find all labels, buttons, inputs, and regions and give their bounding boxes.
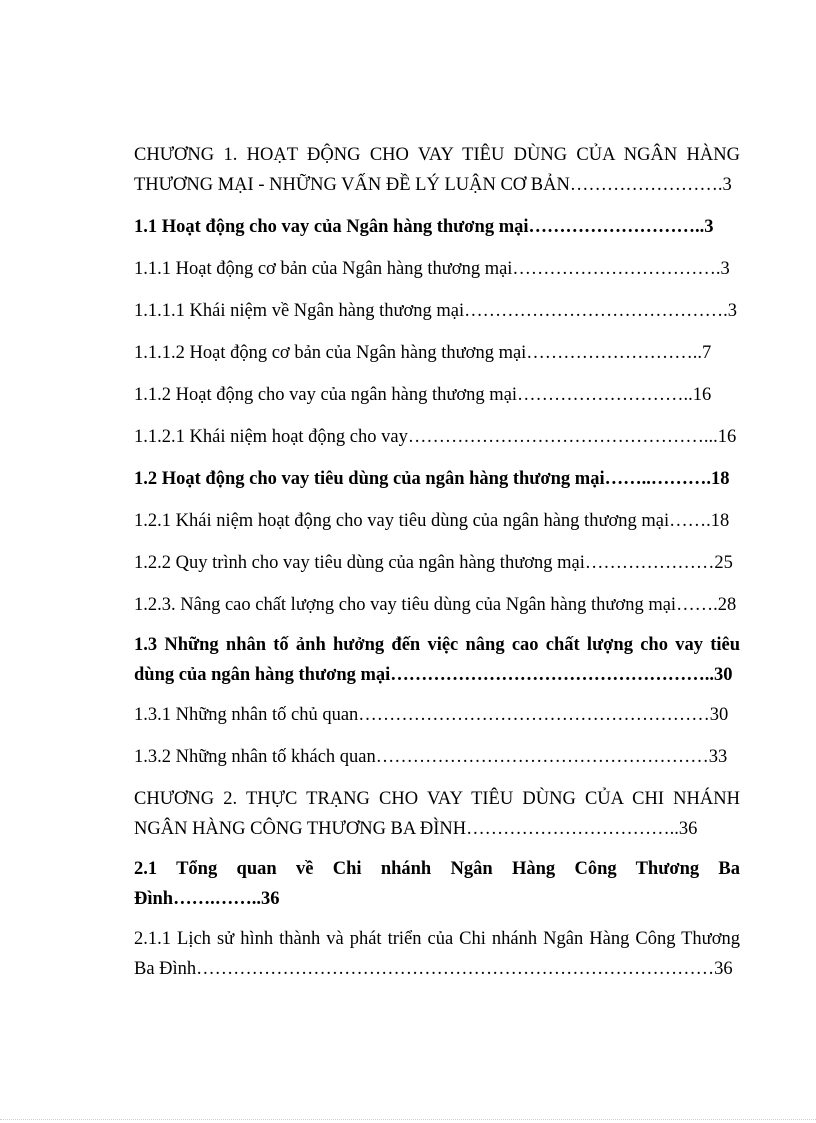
toc-section-2-1-1[interactable]: 2.1.1 Lịch sử hình thành và phát triển của Chi nhánh Ngân Hàng Công Thương Ba Đình…………………………………………………………………………36 bbox=[134, 929, 740, 979]
toc-section-1-1-1[interactable]: 1.1.1 Hoạt động cơ bản của Ngân hàng thương mại…………………………….3 bbox=[134, 259, 730, 279]
toc-section-2-1[interactable]: 2.1 Tổng quan về Chi nhánh Ngân Hàng Công Thương Ba Đình…….……..36 bbox=[134, 859, 740, 909]
toc-section-1-2-1[interactable]: 1.2.1 Khái niệm hoạt động cho vay tiêu dùng của ngân hàng thương mại…….18 bbox=[134, 511, 730, 531]
toc-section-1-1-2-1[interactable]: 1.1.2.1 Khái niệm hoạt động cho vay…………………………………………...16 bbox=[134, 427, 737, 447]
toc-section-1-1-1-1[interactable]: 1.1.1.1 Khái niệm về Ngân hàng thương mại…………………………………….3 bbox=[134, 301, 738, 321]
toc-section-1-1[interactable]: 1.1 Hoạt động cho vay của Ngân hàng thương mại………………………..3 bbox=[134, 217, 714, 237]
toc-section-1-2-3[interactable]: 1.2.3. Nâng cao chất lượng cho vay tiêu dùng của Ngân hàng thương mại…….28 bbox=[134, 595, 737, 615]
toc-section-1-3-2[interactable]: 1.3.2 Những nhân tố khách quan………………………………………………33 bbox=[134, 747, 728, 767]
toc-chapter-1[interactable]: CHƯƠNG 1. HOẠT ĐỘNG CHO VAY TIÊU DÙNG CỦA NGÂN HÀNG THƯƠNG MẠI - NHỮNG VẤN ĐỀ LÝ LUẬN CƠ BẢN…………………….3 bbox=[134, 145, 740, 195]
toc-section-1-2-2[interactable]: 1.2.2 Quy trình cho vay tiêu dùng của ngân hàng thương mại…………………25 bbox=[134, 553, 733, 573]
toc-section-1-3[interactable]: 1.3 Những nhân tố ảnh hưởng đến việc nâng cao chất lượng cho vay tiêu dùng của ngân hàng thương mại……………………………………………..30 bbox=[134, 635, 740, 685]
toc-section-1-1-1-2[interactable]: 1.1.1.2 Hoạt động cơ bản của Ngân hàng thương mại………………………..7 bbox=[134, 343, 712, 363]
page-bottom-border bbox=[0, 1119, 816, 1120]
toc-section-1-1-2[interactable]: 1.1.2 Hoạt động cho vay của ngân hàng thương mại………………………..16 bbox=[134, 385, 712, 405]
toc-section-1-2[interactable]: 1.2 Hoạt động cho vay tiêu dùng của ngân hàng thương mại……..……….18 bbox=[134, 469, 730, 489]
toc-section-1-3-1[interactable]: 1.3.1 Những nhân tố chủ quan…………………………………………………30 bbox=[134, 705, 729, 725]
table-of-contents bbox=[134, 140, 740, 984]
toc-chapter-2[interactable]: CHƯƠNG 2. THỰC TRẠNG CHO VAY TIÊU DÙNG CỦA CHI NHÁNH NGÂN HÀNG CÔNG THƯƠNG BA ĐÌNH……………………………..36 bbox=[134, 789, 740, 839]
